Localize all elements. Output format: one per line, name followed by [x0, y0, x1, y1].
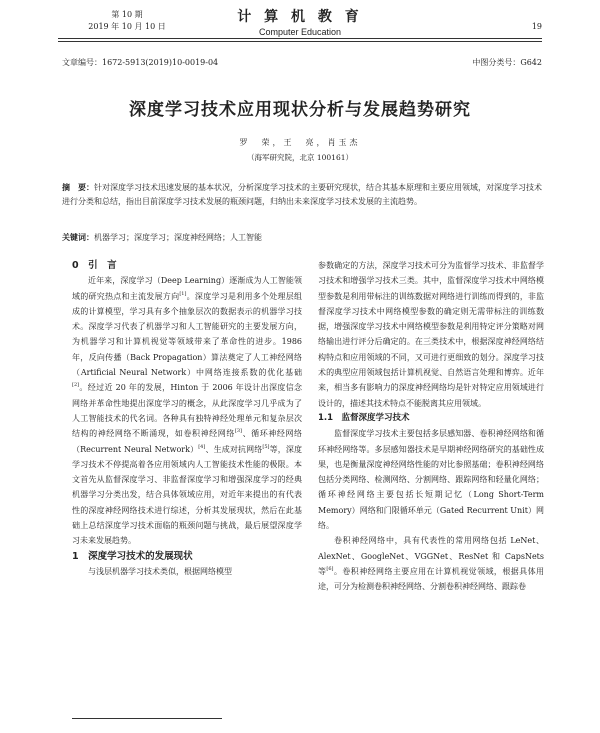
citation-5: [5]	[262, 443, 270, 450]
article-id: 文章编号：1672-5913(2019)10-0019-04	[62, 58, 219, 67]
section-heading-intro: 0 引 言	[72, 260, 117, 271]
citation-4: [4]	[198, 443, 206, 450]
journal-name-zh: 计 算 机 教 育	[237, 9, 363, 25]
intro-text: 等，深度学习技术不停提高着各应用领域内人工智能技术性能的极限。本文首先从监督深度学习、非监督深度学习和增强深度学习的经典机器学习分类出发，结合具体领域应用，对近年来提出的有代表性的深度神经网络技术进行综述，分析其发展现状，然后在此基础上总结深度学习技术面临的瓶颈问题与挑战，最后展望深度学习未来发展趋势。	[72, 444, 302, 546]
citation-2: [2]	[72, 382, 80, 389]
intro-text: 近年来，深度学习（Deep Learning）逐渐成为人工智能领域的研究热点和主流发展方向	[72, 276, 302, 301]
keywords-text: 机器学习；深度学习；深度神经网络；人工智能	[94, 233, 262, 242]
abstract-text: 针对深度学习技术迅速发展的基本状况，分析深度学习技术的主要研究现状，结合其基本原理和主要应用领域，对深度学习技术进行分类和总结，指出目前深度学习技术发展的瓶颈问题，归纳出未来深度学习技术发展的主流趋势。	[62, 183, 542, 206]
article-meta	[62, 57, 542, 68]
cnn-text: 。卷积神经网络主要应用在计算机视觉领域，根据具体用途，可分为检测卷积神经网络、分割卷积神经网络、跟踪卷	[318, 566, 544, 592]
citation-6: [6]	[326, 565, 334, 572]
body-column-right	[318, 258, 544, 595]
section-1-paragraph-start: 与浅层机器学习技术类似，根据网络模型	[88, 566, 232, 576]
running-header-journal	[0, 6, 600, 37]
intro-text: 、生成对抗网络	[205, 444, 263, 454]
footnote-rule	[72, 718, 222, 719]
supervised-paragraph: 监督深度学习技术主要包括多层感知器、卷积神经网络和循环神经网络等。多层感知器技术是早期神经网络研究的基础性成果，也是衡量深度神经网络性能的对比参照基础；卷积神经网络包括分类网络、检测网络、分割网络、跟踪网络和轻量化网络；循环神经网络主要包括长短期记忆（Long Short-Term Memory）网络和门限循环单元（Gated Recurrent Unit）网络。	[318, 429, 544, 531]
keywords-label: 关键词：	[62, 233, 94, 242]
citation-1: [1]	[179, 290, 187, 297]
citation-3: [3]	[234, 428, 242, 435]
class-number: 中图分类号：G642	[472, 58, 542, 67]
abstract	[62, 181, 542, 209]
intro-text: 。经过近 20 年的发展，Hinton 于 2006 年设计出深度信念网络并革命性地提出深度学习的概念，从此深度学习几乎成为了人工智能技术的代名词。各种具有独特神经处理单元和复杂层次结构的神经网络不断涌现，如卷积神经网络	[72, 383, 302, 439]
subsection-heading-1-1: 1.1 监督深度学习技术	[318, 412, 410, 423]
paper-title: 深度学习技术应用现状分析与发展趋势研究	[129, 100, 471, 120]
affiliation: （海军研究院，北京 100161）	[246, 153, 353, 162]
intro-paragraph	[72, 273, 302, 548]
page-number: 19	[531, 22, 542, 31]
section-heading-1: 1 深度学习技术的发展现状	[72, 550, 193, 562]
body-column-left	[72, 258, 302, 579]
intro-text: 。深度学习是利用多个处理层组成的计算模型，学习具有多个抽象层次的数据表示的机器学习技术。深度学习代表了机器学习和人工智能研究的主要发展方向，为机器学习和计算机视觉等领域带来了革命性的进步。1986 年，反向传播（Back Propagation）算法奠定了人工神经网络（Artificial Neural Network）中网络连接系数的优化基础	[72, 291, 303, 378]
journal-name-en: Computer Education	[258, 27, 342, 37]
issue-number: 第 10 期	[111, 10, 143, 19]
issue-date: 2019 年 10 月 10 日	[88, 22, 166, 31]
author-list: 罗 荣，王 亮，肖玉杰	[239, 138, 361, 147]
header-rule	[58, 38, 542, 42]
keywords	[62, 232, 542, 243]
section-1-paragraph-continued: 参数确定的方法，深度学习技术可分为监督学习技术、非监督学习技术和增强学习技术三类。其中，监督深度学习技术中网络模型参数是利用带标注的训练数据对网络进行训练而得到的，非监督深度学习技术中网络模型参数的确定则无需带标注的训练数据，增强深度学习技术中网络模型参数是利用特定评分策略对网络输出进行评分后确定的。在三类技术中，根据深度神经网络结构特点和应用领域的不同，又可进行更细致的划分。深度学习技术的典型应用领域包括计算机视觉、自然语言处理和博弈。近年来，相当多有影响力的深度神经网络均是针对特定应用领域进行设计的，描述其技术特点不能脱离其应用领域。	[318, 261, 544, 408]
abstract-label: 摘 要：	[62, 183, 94, 192]
cnn-text: 卷积神经网络中，具有代表性的常用网络包括 LeNet、AlexNet、GoogleNet、VGGNet、ResNet 和 CapsNets 等	[318, 536, 544, 576]
cnn-paragraph	[318, 533, 544, 594]
intro-text: 、循环神经网络（Recurrent Neural Network）	[72, 429, 303, 454]
